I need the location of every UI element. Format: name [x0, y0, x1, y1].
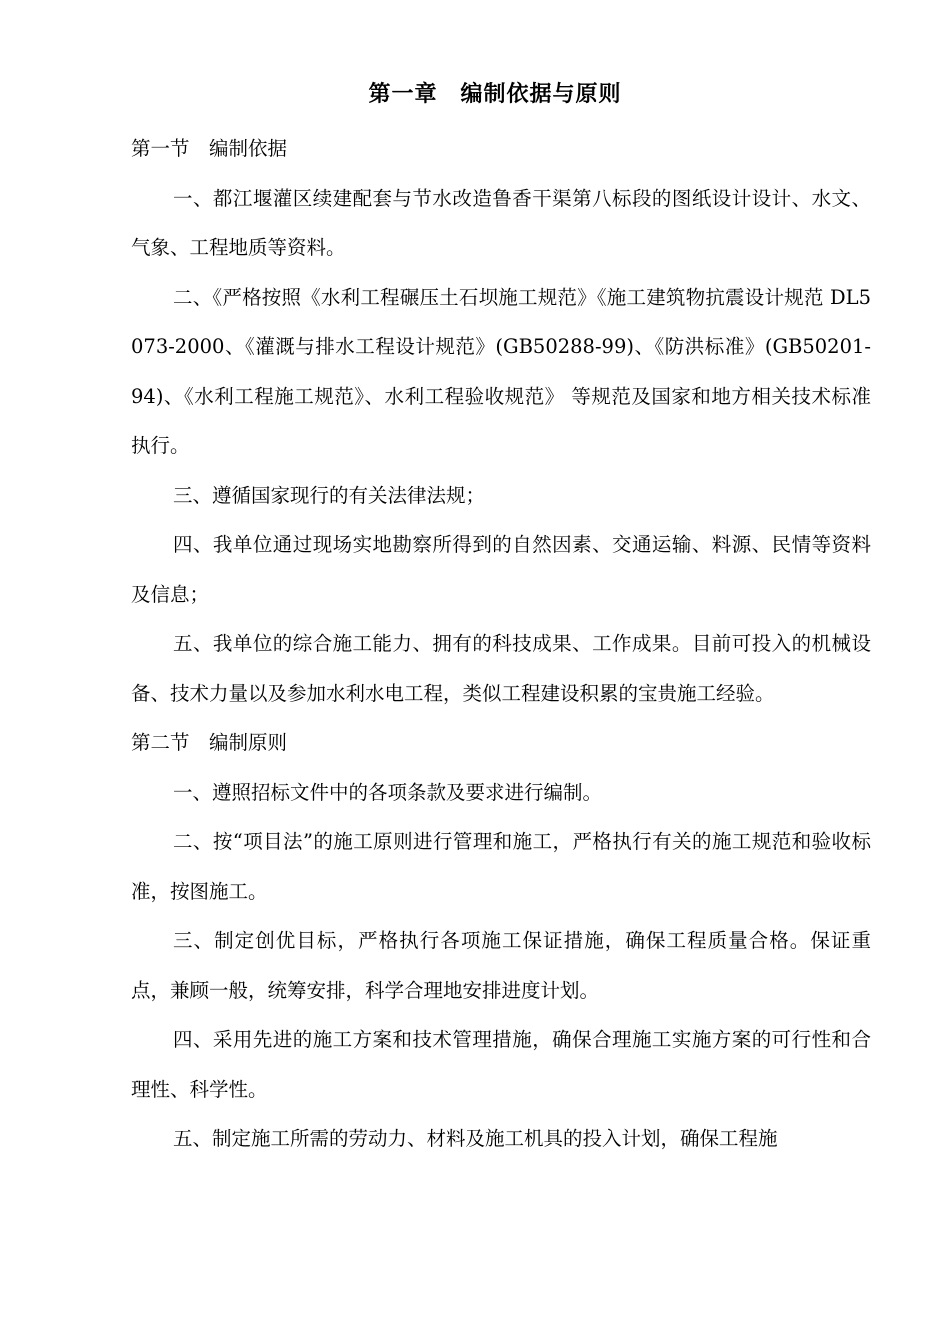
paragraph: 三、遵循国家现行的有关法律法规； — [173, 483, 486, 507]
document-body — [131, 124, 871, 1164]
paragraph: 五、我单位的综合施工能力、拥有的科技成果、工作成果。目前可投入的机械设备、技术力量以及参加水利水电工程，类似工程建设积累的宝贵施工经验。 — [131, 632, 871, 705]
paragraph: 五、制定施工所需的劳动力、材料及施工机具的投入计划，确保工程施 — [173, 1127, 778, 1150]
section-heading: 第二节 编制原则 — [131, 731, 288, 754]
paragraph: 三、制定创优目标，严格执行各项施工保证措施，确保工程质量合格。保证重点，兼顾一般，统筹安排，科学合理地安排进度计划。 — [131, 929, 871, 1002]
paragraph: 四、采用先进的施工方案和技术管理措施，确保合理施工实施方案的可行性和合理性、科学性。 — [131, 1028, 871, 1101]
paragraph: 一、遵照招标文件中的各项条款及要求进行编制。 — [173, 780, 603, 804]
paragraph: 四、我单位通过现场实地勘察所得到的自然因素、交通运输、料源、民情等资料及信息； — [131, 533, 871, 606]
paragraph: 二、按“项目法”的施工原则进行管理和施工，严格执行有关的施工规范和验收标准，按图施工。 — [131, 830, 871, 903]
paragraph: 二、《严格按照《水利工程碾压土石坝施工规范》《施工建筑物抗震设计规范 DL5073-2000、《灌溉与排水工程设计规范》(GB50288-99)、《防洪标准》(GB50201-94)、《水利工程施工规范》、水利工程验收规范》 等规范及国家和地方相关技术标准执行。 — [131, 285, 871, 457]
chapter-title: 第一章 编制依据与原则 — [368, 81, 622, 107]
paragraph: 一、都江堰灌区续建配套与节水改造鲁香干渠第八标段的图纸设计设计、水文、气象、工程地质等资料。 — [131, 186, 871, 259]
section-heading: 第一节 编制依据 — [131, 137, 288, 160]
